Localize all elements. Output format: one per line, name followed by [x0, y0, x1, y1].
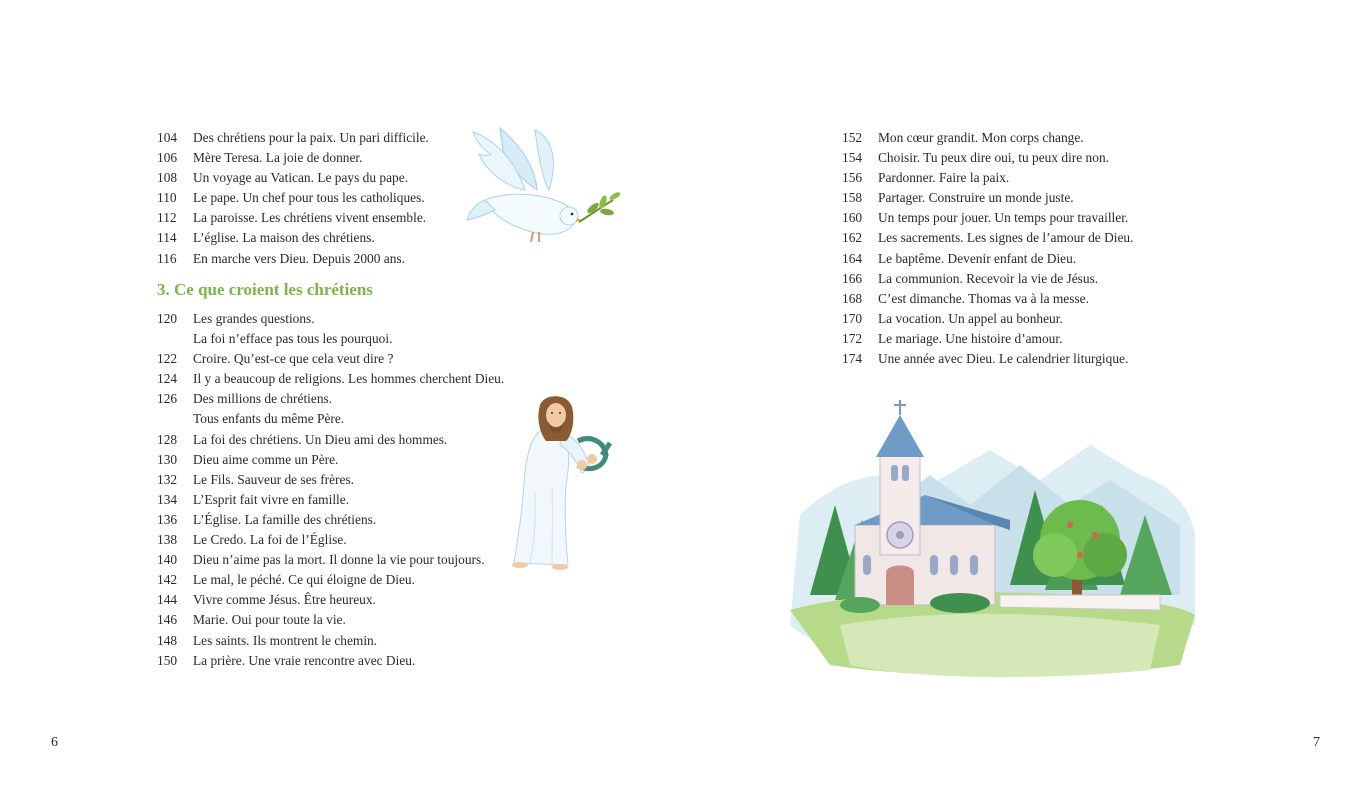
toc-page-number: 166	[842, 270, 863, 286]
dove-illustration	[465, 120, 620, 250]
toc-page-number: 108	[157, 170, 178, 186]
toc-page-number: 132	[157, 471, 178, 487]
toc-entry-title: La foi n’efface pas tous les pourquoi.	[193, 331, 393, 347]
toc-entry-title: L’Esprit fait vivre en famille.	[193, 491, 350, 507]
toc-entry-title: Le baptême. Devenir enfant de Dieu.	[878, 250, 1077, 266]
section-title: 3. Ce que croient les chrétiens	[157, 280, 373, 299]
toc-page-number: 126	[157, 391, 178, 407]
toc-entry-title: Choisir. Tu peux dire oui, tu peux dire non.	[878, 150, 1109, 166]
toc-page-number: 150	[157, 652, 178, 668]
toc-page-number: 146	[157, 612, 178, 628]
church-illustration	[780, 395, 1200, 680]
toc-entry-title: Les sacrements. Les signes de l’amour de Dieu.	[878, 230, 1134, 246]
toc-entry-title: En marche vers Dieu. Depuis 2000 ans.	[193, 250, 405, 266]
toc-page-number: 112	[157, 210, 177, 226]
toc-page-number: 134	[157, 491, 178, 507]
toc-entry-title: Tous enfants du même Père.	[193, 411, 345, 427]
toc-page-number: 168	[842, 290, 863, 306]
toc-page-number: 148	[157, 632, 178, 648]
toc-page-number: 124	[157, 371, 178, 387]
toc-page-number: 142	[157, 572, 178, 588]
toc-page-number: 106	[157, 150, 178, 166]
toc-entry-title: Dieu aime comme un Père.	[193, 451, 339, 467]
toc-entry-title: La paroisse. Les chrétiens vivent ensemble.	[193, 210, 427, 226]
toc-entry-title: Mon cœur grandit. Mon corps change.	[878, 130, 1084, 145]
toc-page-number: 154	[842, 150, 863, 166]
toc-entry-title: La communion. Recevoir la vie de Jésus.	[878, 270, 1099, 286]
toc-entry-title: Les saints. Ils montrent le chemin.	[193, 632, 378, 648]
toc-entry-title: La prière. Une vraie rencontre avec Dieu.	[193, 652, 416, 668]
toc-entry-title: C’est dimanche. Thomas va à la messe.	[878, 290, 1089, 306]
toc-page-number: 152	[842, 130, 863, 145]
toc-page-number: 114	[157, 230, 177, 246]
toc-entry-title: La foi des chrétiens. Un Dieu ami des hommes.	[193, 431, 448, 447]
page-number-left: 6	[51, 735, 58, 750]
toc-page-number: 140	[157, 552, 178, 568]
toc-page-number: 120	[157, 311, 178, 326]
toc-page-number: 156	[842, 170, 863, 186]
toc-page-number: 138	[157, 532, 178, 548]
toc-page-number: 104	[157, 130, 178, 145]
toc-entry-title: Il y a beaucoup de religions. Les hommes cherchent Dieu.	[193, 371, 505, 387]
toc-entry-title: Un temps pour jouer. Un temps pour travailler.	[878, 210, 1129, 226]
toc-page-number: 144	[157, 592, 178, 608]
toc-entry-title: Mère Teresa. La joie de donner.	[193, 150, 363, 166]
toc-entry-title: Des chrétiens pour la paix. Un pari difficile.	[193, 130, 429, 145]
toc-entry-title: Une année avec Dieu. Le calendrier liturgique.	[878, 351, 1129, 367]
toc-page-number: 128	[157, 431, 178, 447]
toc-page-number: 174	[842, 351, 863, 367]
toc-entry-title: Le mal, le péché. Ce qui éloigne de Dieu.	[193, 572, 415, 588]
toc-entry-title: L’église. La maison des chrétiens.	[193, 230, 375, 246]
toc-entry-title: Dieu n’aime pas la mort. Il donne la vie pour toujours.	[193, 552, 485, 568]
toc-entry-title: Le Credo. La foi de l’Église.	[193, 532, 347, 548]
toc-entry-title: Croire. Qu’est-ce que cela veut dire ?	[193, 351, 394, 367]
toc-page-number: 110	[157, 190, 177, 206]
toc-page-number: 116	[157, 250, 177, 266]
toc-page-number: 122	[157, 351, 178, 367]
toc-entry-title: Partager. Construire un monde juste.	[878, 190, 1074, 206]
toc-page-number: 172	[842, 330, 863, 346]
page-number-right: 7	[1313, 735, 1320, 750]
toc-page-number: 136	[157, 511, 178, 527]
toc-entry-title: Vivre comme Jésus. Être heureux.	[193, 592, 376, 608]
toc-entry-title: Les grandes questions.	[193, 311, 315, 326]
toc-entry-title: Le pape. Un chef pour tous les catholiques.	[193, 190, 425, 206]
toc-entry-title: Pardonner. Faire la paix.	[878, 170, 1010, 186]
toc-entry-title: Des millions de chrétiens.	[193, 391, 333, 407]
toc-page-number: 160	[842, 210, 863, 226]
toc-page-number: 170	[842, 310, 863, 326]
toc-page-number: 164	[842, 250, 863, 266]
jesus-illustration	[490, 393, 615, 573]
toc-entry-title: La vocation. Un appel au bonheur.	[878, 310, 1063, 326]
toc-page-number: 130	[157, 451, 178, 467]
toc-entry-title: Le mariage. Une histoire d’amour.	[878, 330, 1063, 346]
toc-entry-title: Le Fils. Sauveur de ses frères.	[193, 471, 355, 487]
toc-page-number: 158	[842, 190, 863, 206]
toc-entry-title: Marie. Oui pour toute la vie.	[193, 612, 346, 628]
toc-entry-title: L’Église. La famille des chrétiens.	[193, 511, 377, 527]
toc-page-number: 162	[842, 230, 863, 246]
toc-entry-title: Un voyage au Vatican. Le pays du pape.	[193, 170, 409, 186]
